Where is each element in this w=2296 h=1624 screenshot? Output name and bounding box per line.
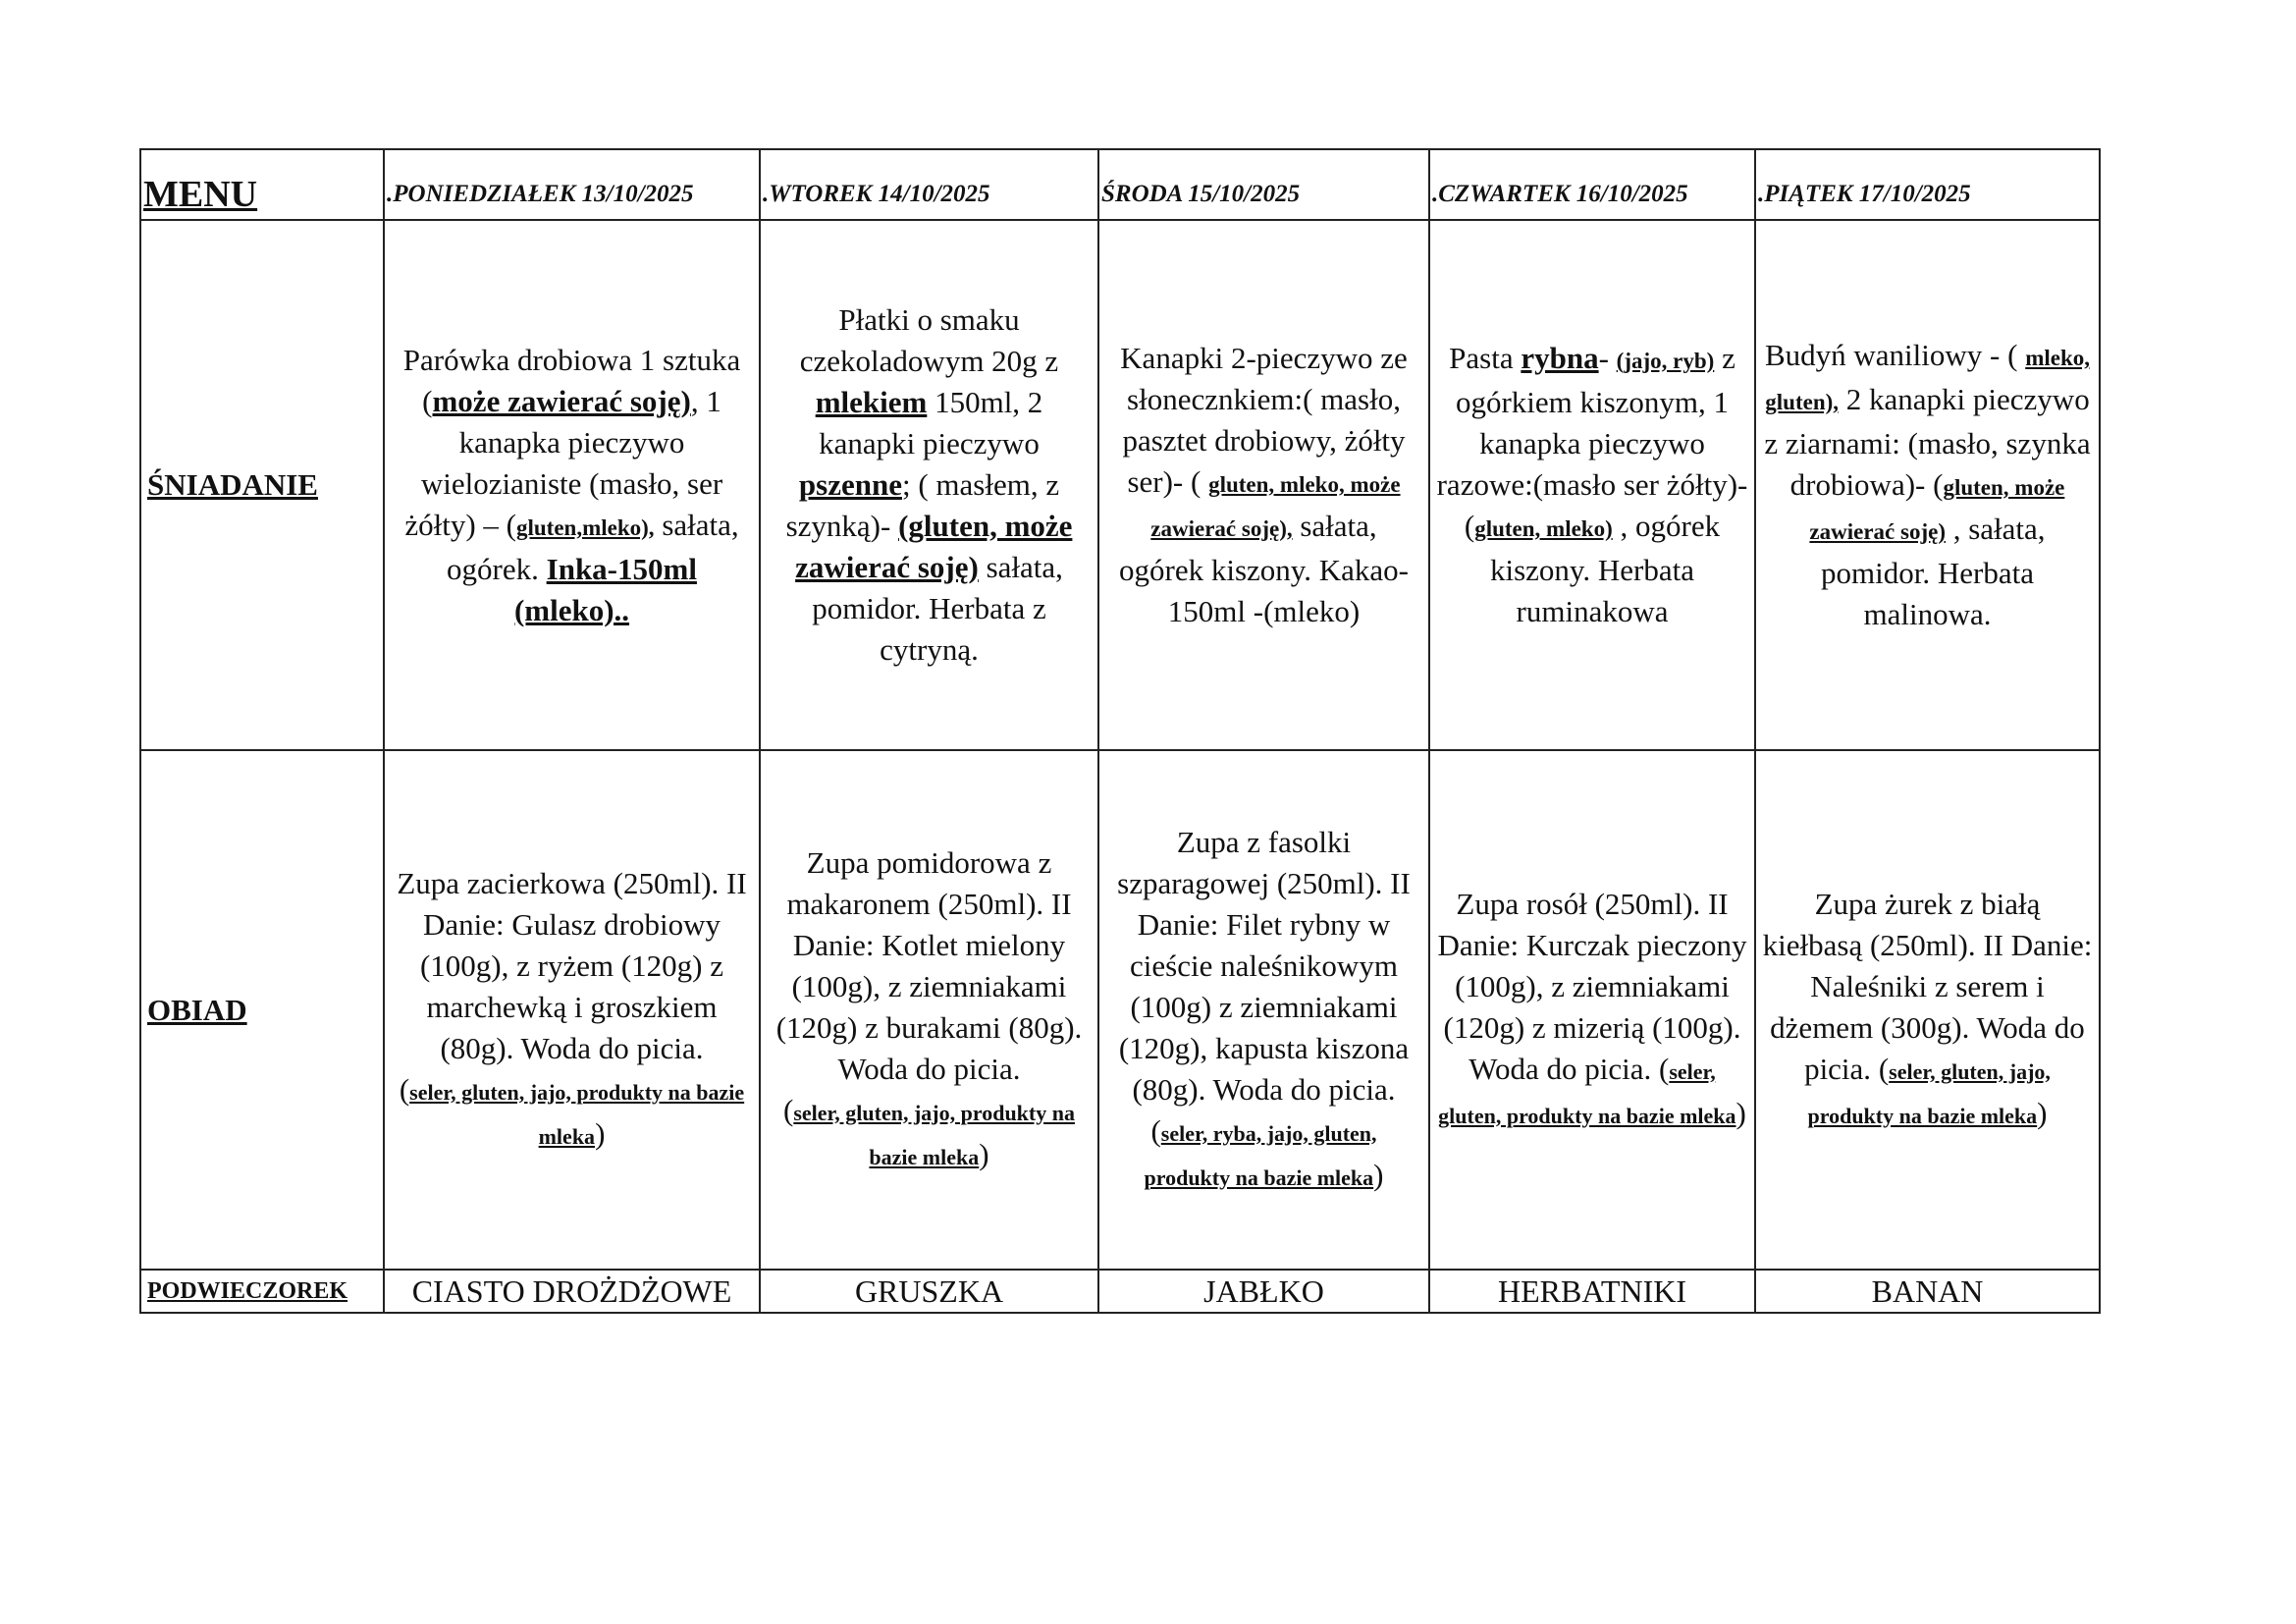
allergen-note: może zawierać soję) <box>432 383 691 418</box>
text: z ogórkiem kiszonym, 1 kanapka pieczywo razowe:(masło ser żółty)-( <box>1436 341 1748 543</box>
breakfast-tuesday <box>760 220 1098 750</box>
text: Płatki o smaku czekoladowym 20g z <box>799 302 1059 378</box>
text: , sałata, pomidor. Herbata malinowa. <box>1821 512 2046 631</box>
lunch-thursday: Zupa rosół (250ml). II Danie: Kurczak pieczony (100g), z ziemniakami (120g) z mizerią (100g). Woda do picia. (seler, gluten, produkty na bazie mleka) <box>1429 750 1755 1270</box>
breakfast-thursday <box>1429 220 1755 750</box>
text: Zupa z fasolki szparagowej (250ml). II Danie: Filet rybny w cieście naleśnikowym (100g) z ziemniakami (120g), kapusta kiszona (80g). Woda do picia. <box>1117 824 1411 1107</box>
snack-friday: BANAN <box>1755 1270 2100 1313</box>
allergen-note: gluten, może zawierać soję) <box>1809 475 2065 544</box>
allergen-note: pszenne <box>798 467 902 502</box>
menu-table <box>139 148 2101 1314</box>
allergen-note: (gluten, może zawierać soję) <box>795 509 1073 584</box>
allergen-note: mleko, gluten), <box>1765 346 2090 414</box>
text: , ogórek kiszony. Herbata ruminakowa <box>1489 509 1721 628</box>
day-header-friday: .PIĄTEK 17/10/2025 <box>1755 149 2100 220</box>
snack-label: PODWIECZOREK <box>140 1270 384 1313</box>
text: sałata, ogórek kiszony. Kakao-150ml -(mleko) <box>1119 509 1409 628</box>
text: ; ( masłem, z szynką)- <box>785 467 1060 543</box>
text: Budyń waniliowy - ( <box>1764 338 2026 372</box>
text: Zupa zacierkowa (250ml). II Danie: Gulasz drobiowy (100g), z ryżem (120g) z marchewką i groszkiem (80g). Woda do picia. <box>397 865 747 1065</box>
lunch-friday: Zupa żurek z białą kiełbasą (250ml). II Danie: Naleśniki z serem i dżemem (300g). Woda do picia. (seler, gluten, jajo, produkty na bazie mleka) <box>1755 750 2100 1270</box>
lunch-tuesday: Zupa pomidorowa z makaronem (250ml). II Danie: Kotlet mielony (100g), z ziemniakami (120g) z burakami (80g). Woda do picia. (seler, gluten, jajo, produkty na bazie mleka) <box>760 750 1098 1270</box>
snack-thursday: HERBATNIKI <box>1429 1270 1755 1313</box>
allergen-note: rybna <box>1521 341 1599 375</box>
text: sałata, ogórek. <box>447 507 739 586</box>
drink-note: Inka-150ml (mleko).. <box>513 551 697 627</box>
allergen-note: seler, ryba, jajo, gluten, produkty na bazie mleka <box>1144 1120 1377 1190</box>
allergen-note: seler, gluten, jajo, produkty na bazie mleka <box>409 1079 745 1149</box>
text: Kanapki 2-pieczywo ze słonecznkiem:( masło, pasztet drobiowy, żółty ser)- ( <box>1120 341 1408 499</box>
snack-monday: CIASTO DROŻDŻOWE <box>384 1270 760 1313</box>
text: 2 kanapki pieczywo z ziarnami: (masło, szynka drobiowa)- ( <box>1764 382 2091 502</box>
day-header-monday: .PONIEDZIAŁEK 13/10/2025 <box>384 149 760 220</box>
text: Zupa pomidorowa z makaronem (250ml). II Danie: Kotlet mielony (100g), z ziemniakami (120g) z burakami (80g). Woda do picia. <box>775 844 1083 1086</box>
menu-title: MENU <box>140 149 384 220</box>
breakfast-wednesday <box>1098 220 1429 750</box>
text: Zupa żurek z białą kiełbasą (250ml). II Danie: Naleśniki z serem i dżemem (300g). Woda do picia. <box>1762 886 2093 1086</box>
breakfast-label: ŚNIADANIE <box>140 220 384 750</box>
allergen-note: seler, gluten, jajo, produkty na bazie mleka <box>793 1100 1075 1169</box>
breakfast-monday <box>384 220 760 750</box>
lunch-label: OBIAD <box>140 750 384 1270</box>
allergen-note: gluten, mleko) <box>1474 516 1613 541</box>
text: Zupa rosół (250ml). II Danie: Kurczak pieczony (100g), z ziemniakami (120g) z mizerią (100g). Woda do picia. <box>1437 886 1747 1086</box>
lunch-row <box>140 750 2100 1270</box>
allergen-note: (jajo, ryb) <box>1616 349 1715 373</box>
lunch-monday: Zupa zacierkowa (250ml). II Danie: Gulasz drobiowy (100g), z ryżem (120g) z marchewką i groszkiem (80g). Woda do picia. (seler, gluten, jajo, produkty na bazie mleka) <box>384 750 760 1270</box>
snack-wednesday: JABŁKO <box>1098 1270 1429 1313</box>
allergen-note: mlekiem <box>815 385 928 419</box>
snack-tuesday: GRUSZKA <box>760 1270 1098 1313</box>
allergen-note: gluten,mleko), <box>516 514 655 540</box>
text: - <box>1598 341 1617 375</box>
day-header-tuesday: .WTOREK 14/10/2025 <box>760 149 1098 220</box>
allergen-note: seler, gluten, produkty na bazie mleka <box>1438 1058 1736 1128</box>
text: Pasta <box>1449 341 1522 375</box>
text: Parówka drobiowa 1 sztuka ( <box>402 342 741 418</box>
allergen-note: gluten, mleko, może zawierać soję), <box>1150 472 1401 541</box>
breakfast-friday <box>1755 220 2100 750</box>
text: sałata, pomidor. Herbata z cytryną. <box>812 550 1063 667</box>
header-row <box>140 149 2100 220</box>
text: , 1 kanapka pieczywo wielozianiste (masło, ser żółty) – ( <box>404 383 723 542</box>
day-header-wednesday: ŚRODA 15/10/2025 <box>1098 149 1429 220</box>
lunch-wednesday: Zupa z fasolki szparagowej (250ml). II Danie: Filet rybny w cieście naleśnikowym (100g) z ziemniakami (120g), kapusta kiszona (80g). Woda do picia. (seler, ryba, jajo, gluten, produkty na bazie mleka) <box>1098 750 1429 1270</box>
breakfast-row <box>140 220 2100 750</box>
allergen-note: seler, gluten, jajo, produkty na bazie mleka <box>1807 1058 2051 1128</box>
day-header-thursday: .CZWARTEK 16/10/2025 <box>1429 149 1755 220</box>
snack-row <box>140 1270 2100 1313</box>
text: 150ml, 2 kanapki pieczywo <box>819 385 1043 460</box>
